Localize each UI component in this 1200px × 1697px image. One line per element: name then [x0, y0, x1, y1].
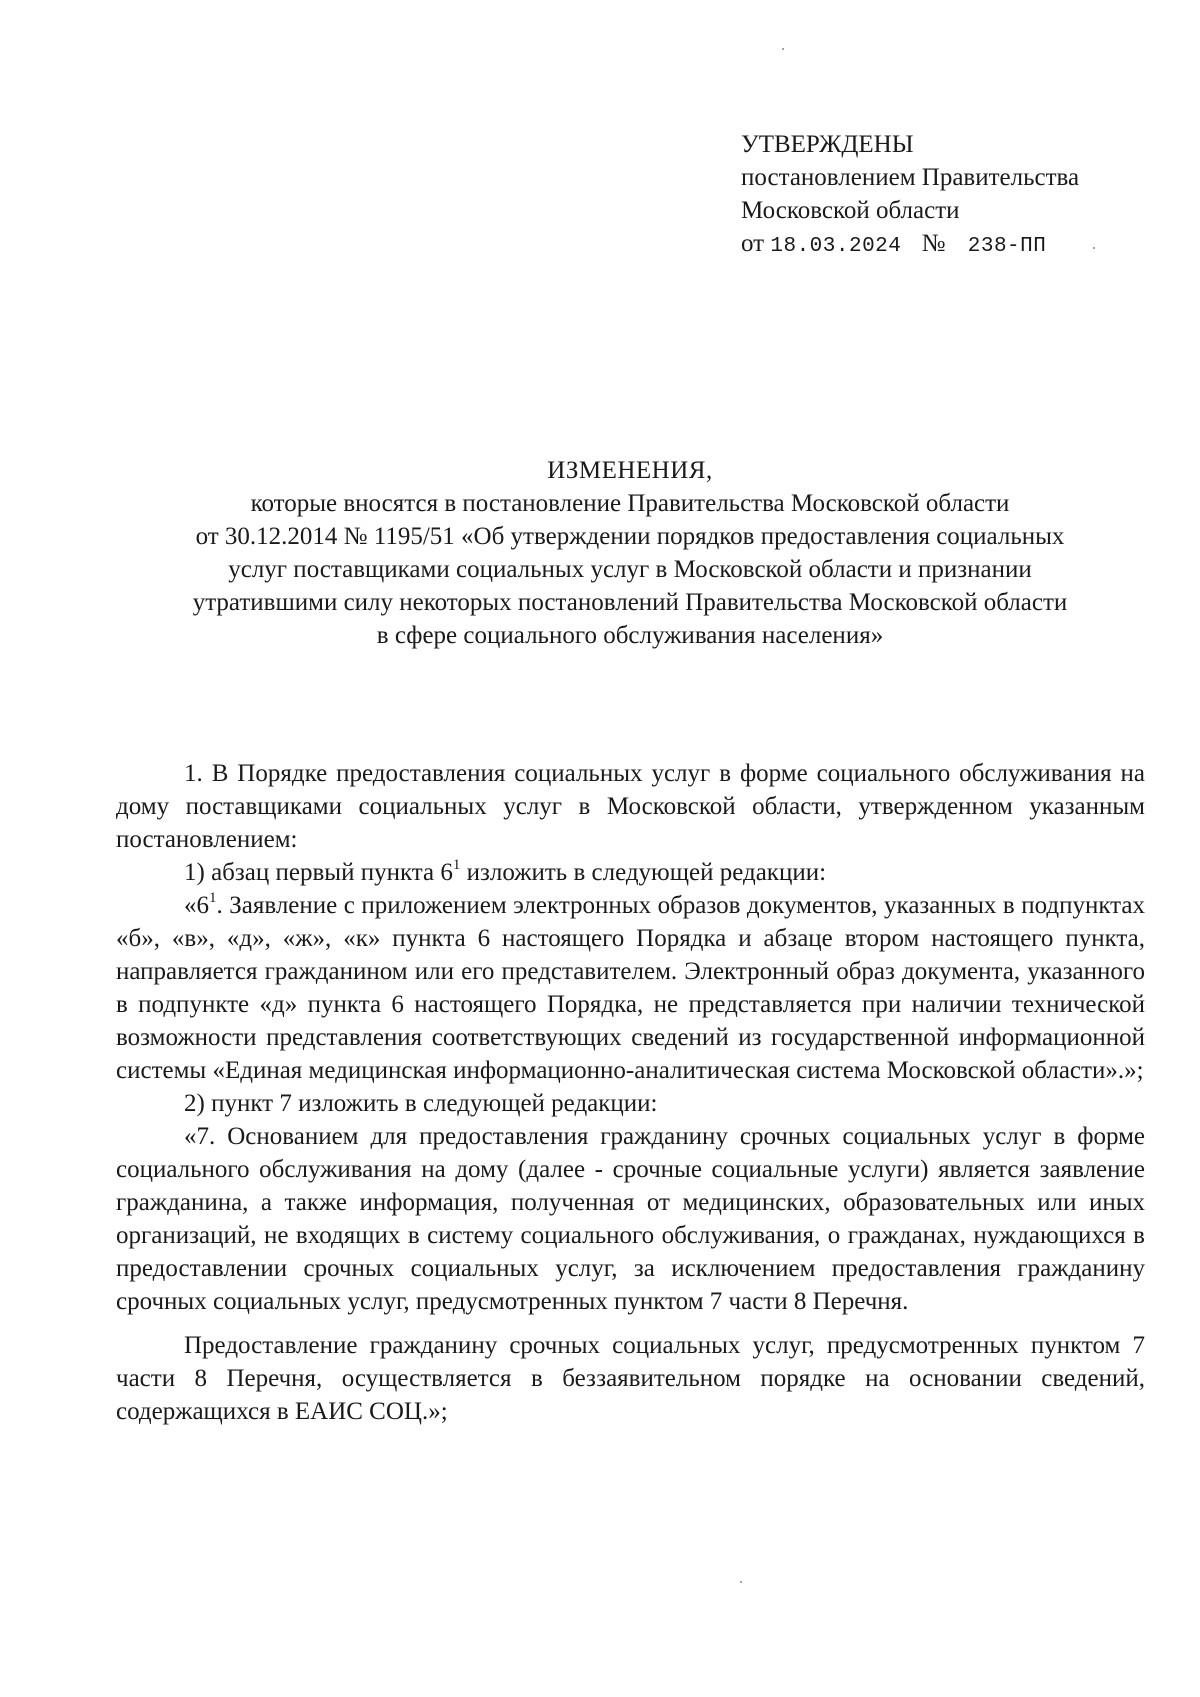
superscript: 1	[209, 889, 217, 906]
title-line: утратившими силу некоторых постановлений Правительства Московской области	[192, 589, 1068, 616]
approval-issuer: постановлением Правительства	[741, 164, 1080, 191]
text-run: 1) абзац первый пункта 6	[184, 859, 453, 886]
paragraph-quote-7-continued: Предоставление гражданину срочных социальных услуг, предусмотренных пунктом 7 части 8 Перечня, осуществляется в беззаявительном порядке на основании сведений, содержащихся в ЕАИС СОЦ.»;	[116, 1332, 1145, 1425]
approval-title: УТВЕРЖДЕНЫ	[741, 131, 914, 158]
title-line: услуг поставщиками социальных услуг в Московской области и признании	[228, 556, 1032, 583]
number-sign: №	[921, 230, 946, 257]
text-run: «6	[184, 892, 209, 919]
approval-stamp-block	[741, 128, 1079, 263]
title-line: от 30.12.2014 № 1195/51 «Об утверждении порядков предоставления социальных	[195, 523, 1065, 550]
approval-number: 238-ПП	[967, 235, 1047, 258]
paragraph-item-1: 1. В Порядке предоставления социальных услуг в форме социального обслуживания на дому поставщиками социальных услуг в Московской области, утвержденном указанным постановлением:	[116, 760, 1145, 853]
paragraph-subitem-1	[116, 856, 1145, 889]
approval-region: Московской области	[741, 197, 960, 224]
scan-speck	[740, 1581, 742, 1583]
approval-date: 18.03.2024	[770, 235, 902, 258]
title-line: которые вносятся в постановление Правительства Московской области	[250, 490, 1010, 517]
date-prefix: от	[741, 230, 765, 257]
paragraph-quote-7: «7. Основанием для предоставления гражданину срочных социальных услуг в форме социального обслуживания на дому (далее - срочные социальные услуги) является заявление гражданина, а также информация, полученная от медицинских, образовательных или иных организаций, не входящих в систему социального обслуживания, о гражданах, нуждающихся в предоставлении срочных социальных услуг, за исключением предоставления гражданину срочных социальных услуг, предусмотренных пунктом 7 части 8 Перечня.	[116, 1123, 1145, 1315]
scan-speck	[782, 48, 784, 50]
approval-date-line	[741, 227, 1079, 263]
scan-speck	[1093, 247, 1095, 249]
title-line: в сфере социального обслуживания населения»	[376, 622, 884, 649]
paragraph-subitem-2: 2) пункт 7 изложить в следующей редакции:	[184, 1090, 658, 1117]
document-heading: ИЗМЕНЕНИЯ,	[547, 457, 713, 484]
document-title-block	[120, 454, 1140, 652]
superscript: 1	[452, 856, 461, 873]
text-run: . Заявление с приложением электронных образов документов, указанных в подпунктах «б», «в», «д», «ж», «к» пункта 6 настоящего Порядка и абзаце втором настоящего пункта, направляется гражданином или его представителем. Электронный образ документа, указанного в подпункте «д» пункта 6 настоящего Порядка, не представляется при наличии технической возможности представления соответствующих сведений из государственной информационной системы «Единая медицинская информационно-аналитическая система Московской области».»;	[116, 892, 1145, 1084]
text-run: изложить в следующей редакции:	[460, 859, 827, 886]
document-body	[116, 757, 1145, 1428]
paragraph-quote-6-1	[116, 889, 1145, 1087]
